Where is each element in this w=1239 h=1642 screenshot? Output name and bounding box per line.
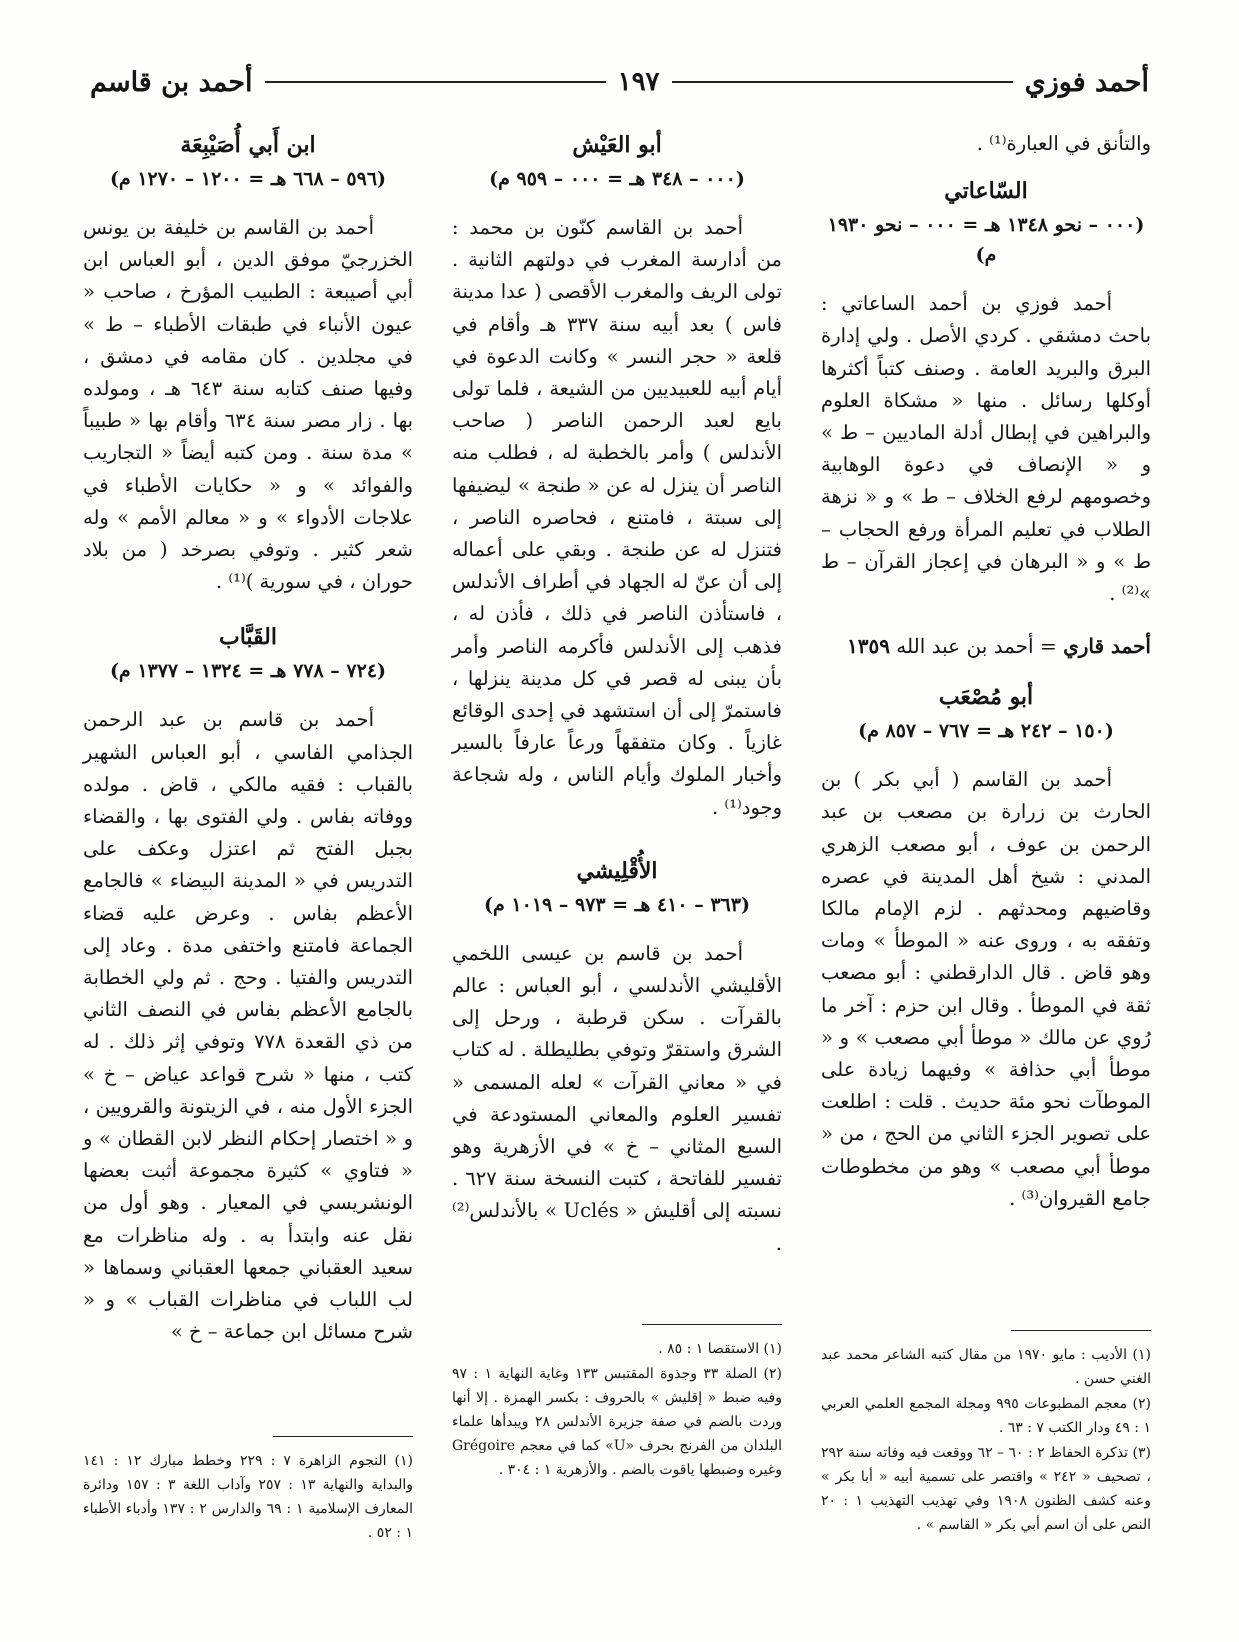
entry-text-abu-musab: أحمد بن القاسم ( أبي بكر ) بن الحارث بن زرارة بن مصعب بن عبد الرحمن بن عوف ، أبو مصعب الزهري المدني : شيخ أهل المدينة في عصره وقاضيهم ومحدثهم . لزم الإمام مالكا وتفقه به ، وروى عنه « الموطأ » ومات وهو قاض . قال الدارقطني : أبو مصعب ثقة في الموطأ . وقال ابن حزم : آخر ما رُوي عن مالك « موطأ أبي مصعب » و « موطأ أبي حذافة » وفيهما زيادة على الموطآت نحو مئة حديث . قلت : اطلعت على تصوير الجزء الثاني من الحج ، من « موطأ أبي مصعب » وهو من مخطوطات جامع القيروان⁽³⁾ . — [821, 768, 1151, 1210]
footnotes-middle — [452, 1324, 782, 1483]
header-rule-left — [265, 81, 606, 83]
footnote: (١) الأديب : مايو ١٩٧٠ من مقال كتبه الشاعر محمد عبد الغني حسن . — [821, 1347, 1152, 1387]
footnote-separator — [1011, 1330, 1151, 1331]
running-header — [90, 62, 1149, 102]
footnote-separator — [642, 1324, 782, 1325]
entry-heading-saati: السّاعاتي — [944, 178, 1028, 205]
header-rule-right — [672, 81, 1013, 83]
entry-text-saati: أحمد فوزي بن أحمد الساعاتي : باحث دمشقي . كردي الأصل . ولي إدارة البرق والبريد العامة . وصنف كتباً أكثرها أوكلها رسائل . منها « مشكاة العلوم والبراهين في إبطال أدلة الماديين – ط » و « الإنصاف في دعوة الوهابية وخصومهم لرفع الخلاف – ط » و « نزهة الطلاب في تعليم المرأة ورفع الحجاب – ط » و « البرهان في إعجاز القرآن – ط »⁽²⁾ . — [821, 292, 1151, 606]
entry-dates-abu-musab: (١٥٠ – ٢٤٢ هـ = ٧٦٧ – ٨٥٧ م) — [858, 720, 1114, 743]
entry-heading-qabbab: القَبَّاب — [219, 624, 277, 651]
page-number: ١٩٧ — [617, 67, 660, 97]
column-left — [83, 128, 413, 1357]
entry-heading-aqlishi: الأُقْلِيشي — [576, 857, 658, 884]
entry-dates-abu-al-aysh: (٠٠٠ – ٣٤٨ هـ = ٠٠٠ – ٩٥٩ م) — [489, 168, 745, 190]
continued-text: والتأنق في العبارة⁽¹⁾ . — [976, 132, 1151, 155]
header-left-title: أحمد بن قاسم — [89, 66, 253, 98]
footnote: (٣) تذكرة الحفاظ ٢ : ٦٠ – ٦٢ ووقعت فيه وفاته سنة ٢٩٢ ، تصحيف « ٢٤٢ » واقتصر على تسمية أبيه « أبا بكر » وعنه كشف الظنون ١٩٠٨ وفي تهذيب التهذيب ١ : ٢٠ النص على أن اسم أبي بكر « القاسم » . — [821, 1445, 1152, 1533]
entry-dates-saati: (٠٠٠ – نحو ١٣٤٨ هـ = ٠٠٠ – نحو ١٩٣٠ م) — [827, 214, 1145, 267]
entry-dates-aqlishi: (٣٦٣ – ٤١٠ هـ = ٩٧٣ – ١٠١٩ م) — [484, 893, 750, 916]
entry-dates-qabbab: (٧٢٤ – ٧٧٨ هـ = ١٣٢٤ – ١٣٧٧ م) — [109, 660, 387, 683]
footnotes-left — [83, 1436, 413, 1546]
entry-dates-ibn-abi-usaybia: (٥٩٦ – ٦٦٨ هـ = ١٢٠٠ – ١٢٧٠ م) — [109, 168, 387, 190]
footnote: (١) الاستقصا ١ : ٨٥ . — [658, 1341, 782, 1357]
cross-reference — [821, 630, 1151, 662]
footnote-separator — [273, 1436, 413, 1437]
header-right-title: أحمد فوزي — [1024, 66, 1149, 98]
footnote: (١) النجوم الزاهرة ٧ : ٢٢٩ وخطط مبارك ١٢ : ١٤١ والبداية والنهاية ١٣ : ٢٥٧ وآداب اللغة ٣ : ١٥٧ ودائرة المعارف الإسلامية ١ : ٦٩ والدارس ٢ : ١٣٧ وأدباء الأطباء ١ : ٥٢ . — [83, 1453, 413, 1541]
entry-text-qabbab: أحمد بن قاسم بن عبد الرحمن الجذامي الفاسي ، أبو العباس الشهير بالقباب : فقيه مالكي ، قاض . مولده ووفاته بفاس . ولي الفتوى بها ، والقضاء بجبل الفتح ثم اعتزل وعكف على التدريس في « المدينة البيضاء » فالجامع الأعظم بفاس . وعرض عليه قضاء الجماعة فامتنع واختفى مدة . وعاد إلى التدريس والفتيا . وحج . ثم ولي الخطابة بالجامع الأعظم بفاس في النصف الثاني من ذي القعدة ٧٧٨ وتوفي إثر ذلك . له كتب ، منها « شرح قواعد عياض – خ » الجزء الأول منه ، في الزيتونة والقرويين ، و « اختصار إحكام النظر لابن القطان » و « فتاوي » كثيرة مجموعة أثبت بعضها الونشريسي في المعيار . وهو أول من نقل عنه وابتدأ به . وله مناظرات مع سعيد العقباني جمعها العقباني وسماها « لب اللباب في مناظرات القباب » و « شرح مسائل ابن جماعة – خ » — [83, 708, 413, 1344]
column-right — [821, 128, 1151, 1223]
xref-year: ١٣٥٩ — [846, 634, 890, 659]
footnote: (٢) معجم المطبوعات ٩٩٥ ومجلة المجمع العلمي العربي ١ : ٤٩ ودار الكتب ٧ : ٦٣ . — [821, 1396, 1151, 1436]
xref-target: = أحمد بن عبد الله — [889, 634, 1064, 659]
entry-text-aqlishi: أحمد بن قاسم بن عيسى اللخمي الأقليشي الأندلسي ، أبو العباس : عالم بالقرآت . سكن قرطبة ، ورحل إلى الشرق واستقرّ وتوفي بطليطلة . له كتاب في « معاني القرآت » لعله المسمى « تفسير العلوم والمعاني المستودعة في السبع المثاني – خ » في الأزهرية وهو تفسير للفاتحة ، كتبت النسخة سنة ٦٢٧ . نسبته إلى أقليش « Uclés » بالأندلس⁽²⁾ . — [452, 941, 782, 1255]
entry-heading-abu-musab: أبو مُصْعَب — [938, 684, 1034, 711]
entry-text-ibn-abi-usaybia: أحمد بن القاسم بن خليفة بن يونس الخزرجيّ موفق الدين ، أبو العباس ابن أبي أصيبعة : الطبيب المؤرخ ، صاحب « عيون الأنباء في طبقات الأطباء – ط » في مجلدين . كان مقامه في دمشق ، وفيها صنف كتابه سنة ٦٤٣ هـ ، ومولده بها . زار مصر سنة ٦٣٤ وأقام بها « طبيباً » مدة سنة . ومن كتبه أيضاً « التجاريب والفوائد » و « حكايات الأطباء في علاجات الأدواء » و « معالم الأمم » وله شعر كثير . وتوفي بصرخد ( من بلاد حوران ، في سورية )⁽¹⁾ . — [83, 216, 413, 594]
entry-text-abu-al-aysh: أحمد بن القاسم كنّون بن محمد : من أدارسة المغرب في دولتهم الثانية . تولى الريف والمغرب الأقصى ( عدا مدينة فاس ) بعد أبيه سنة ٣٣٧ هـ وأقام في قلعة « حجر النسر » وكانت الدعوة في أيام أبيه للعبيديين من الشيعة ، فلما تولى بايع لعبد الرحمن الناصر ( صاحب الأندلس ) وأمر بالخطبة له ، فطلب منه الناصر أن ينزل له عن « طنجة » ليضيفها إلى سبتة ، فامتنع ، فحاصره الناصر ، فتنزل له عن طنجة . وبقي على أعماله إلى أن عنّ له الجهاد في أطراف الأندلس ، فاستأذن الناصر في ذلك ، فأذن له ، فذهب إلى الأندلس فأكرمه الناصر وأمر بأن يبنى له قصر في كل مدينة ينزلها ، فاستمرّ إلى أن استشهد في إحدى الوقائع غازياً . وكان متفقهاً ورعاً عارفاً بالسير وأخبار الملوك وأيام الناس ، وله شجاعة وجود⁽¹⁾ . — [452, 216, 782, 819]
column-middle — [452, 128, 782, 1268]
entry-heading-ibn-abi-usaybia: ابن أَبي أُصَيْبِعَة — [180, 132, 316, 158]
xref-name: أحمد قاري — [1063, 634, 1151, 659]
entry-heading-abu-al-aysh: أبو العَيْش — [572, 132, 662, 158]
footnotes-right — [821, 1330, 1151, 1538]
footnote: (٢) الصلة ٣٣ وجذوة المقتبس ١٣٣ وغاية النهاية ١ : ٩٧ وفيه ضبط « إقليش » بالحروف : بكسر الهمزة . إلا أنها وردت بالضم في صفة جزيرة الأندلس ٢٨ ويبدأها علماء البلدان من الفرنج بحرف «U» كما في معجم Grégoire وغيره وضبطها ياقوت بالضم . والأزهرية ١ : ٣٠٤ . — [452, 1366, 782, 1478]
